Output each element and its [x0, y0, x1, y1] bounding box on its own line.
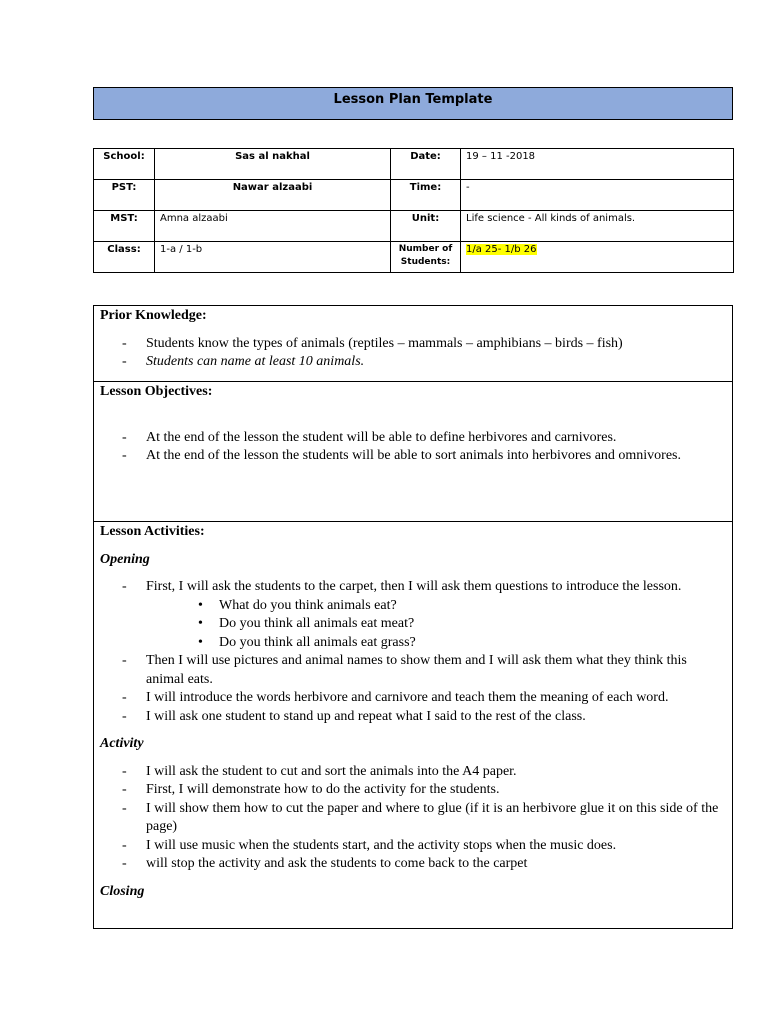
time-value: -: [461, 180, 734, 211]
number-of-students-value: [461, 242, 734, 273]
list-item: - At the end of the lesson the student will be able to define herbivores and carnivores.: [100, 429, 726, 448]
table-row: [94, 180, 734, 211]
list-item: • Do you think all animals eat meat?: [100, 615, 726, 634]
prior-knowledge-list: [100, 335, 726, 372]
date-label: Date:: [391, 149, 461, 180]
class-label: Class:: [94, 242, 155, 273]
table-row: [94, 149, 734, 180]
list-item: - I will use music when the students start, and the activity stops when the music does.: [100, 837, 726, 856]
highlighted-text: 1/a 25- 1/b 26: [466, 244, 537, 255]
prior-knowledge-heading: Prior Knowledge:: [100, 308, 207, 323]
lesson-objectives-list: [100, 429, 726, 466]
list-item: - First, I will demonstrate how to do the activity for the students.: [100, 781, 726, 800]
list-item: - I will show them how to cut the paper and where to glue (if it is an herbivore glue it on this side of the page): [100, 800, 726, 837]
list-item: • What do you think animals eat?: [100, 597, 726, 616]
table-row: [94, 211, 734, 242]
list-item: - I will introduce the words herbivore and carnivore and teach them the meaning of each word.: [100, 689, 726, 708]
lesson-activities-section: [94, 523, 732, 931]
pst-value: Nawar alzaabi: [155, 180, 391, 211]
number-of-students-label: Number of Students:: [391, 242, 461, 273]
school-label: School:: [94, 149, 155, 180]
list-item: - Students can name at least 10 animals.: [100, 353, 726, 372]
lesson-objectives-section: [94, 383, 732, 522]
question-list: [100, 597, 726, 653]
lesson-plan-body: [93, 305, 733, 929]
list-item: - At the end of the lesson the students will be able to sort animals into herbivores and omnivores.: [100, 447, 726, 466]
table-row: [94, 242, 734, 273]
unit-label: Unit:: [391, 211, 461, 242]
school-value: Sas al nakhal: [155, 149, 391, 180]
mst-value: Amna alzaabi: [155, 211, 391, 242]
activity-list: [100, 763, 726, 874]
page-title: Lesson Plan Template: [93, 87, 733, 120]
time-label: Time:: [391, 180, 461, 211]
list-item: - Then I will use pictures and animal names to show them and I will ask them what they think this animal eats.: [100, 652, 726, 689]
activity-heading: Activity: [100, 736, 144, 751]
pst-label: PST:: [94, 180, 155, 211]
lesson-objectives-heading: Lesson Objectives:: [100, 384, 213, 399]
date-value: 19 – 11 -2018: [461, 149, 734, 180]
list-item: - First, I will ask the students to the carpet, then I will ask them questions to introduce the lesson.: [100, 578, 726, 597]
closing-heading: Closing: [100, 883, 145, 899]
list-item: - I will ask one student to stand up and repeat what I said to the rest of the class.: [100, 708, 726, 727]
opening-list: [100, 578, 726, 597]
list-item: - will stop the activity and ask the students to come back to the carpet: [100, 855, 726, 874]
opening-list-continued: [100, 652, 726, 726]
prior-knowledge-section: [94, 307, 732, 382]
mst-label: MST:: [94, 211, 155, 242]
info-table: [93, 148, 734, 273]
list-item: - I will ask the student to cut and sort the animals into the A4 paper.: [100, 763, 726, 782]
opening-heading: Opening: [100, 551, 150, 567]
list-item: • Do you think all animals eat grass?: [100, 634, 726, 653]
lesson-activities-heading: Lesson Activities:: [100, 524, 205, 539]
list-item: - Students know the types of animals (reptiles – mammals – amphibians – birds – fish): [100, 335, 726, 354]
class-value: 1-a / 1-b: [155, 242, 391, 273]
unit-value: Life science - All kinds of animals.: [461, 211, 734, 242]
